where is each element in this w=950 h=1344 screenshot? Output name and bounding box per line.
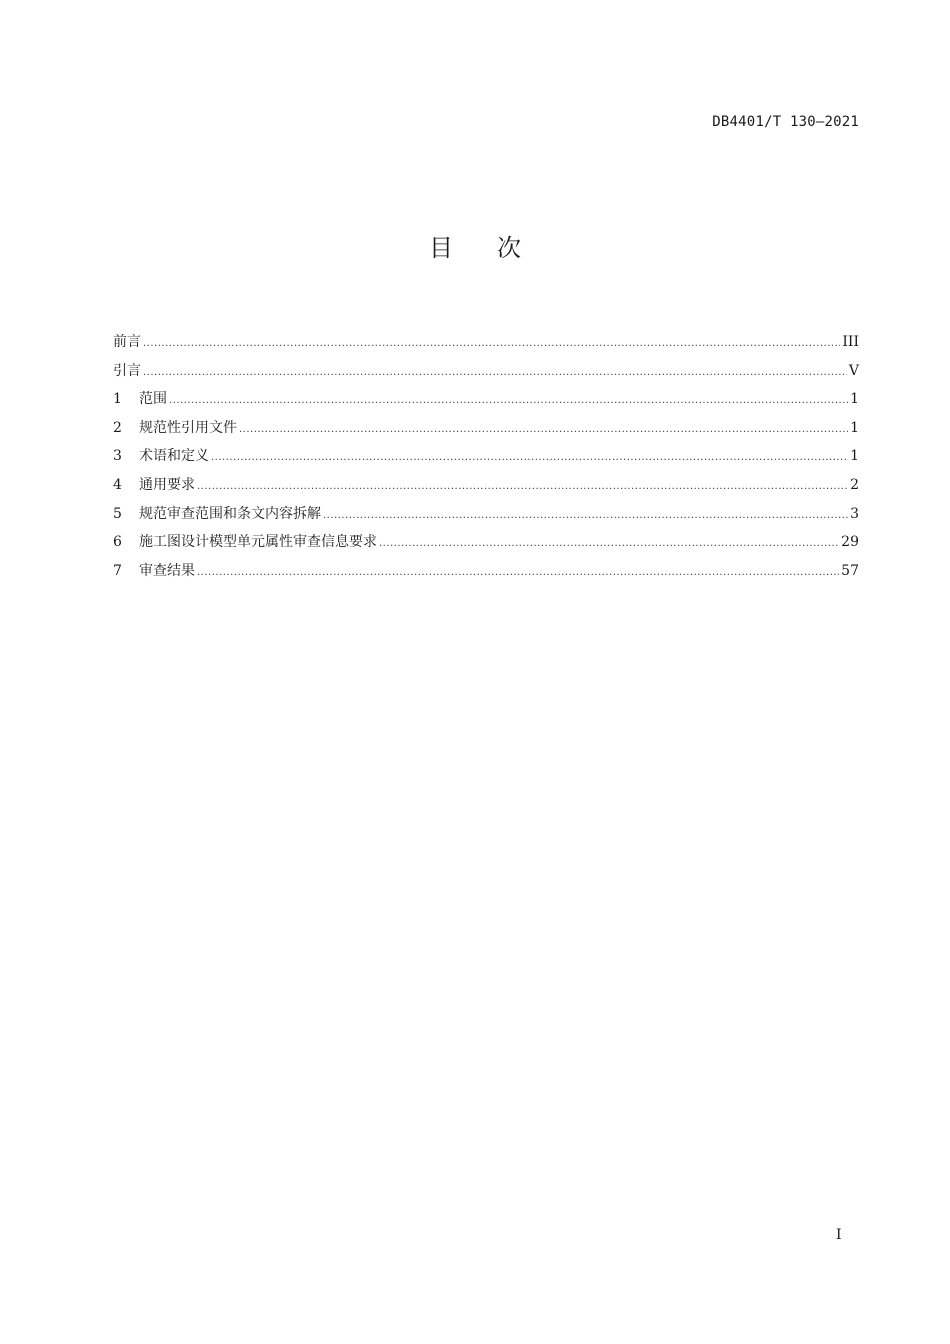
toc-entry-introduction[interactable] — [113, 357, 859, 386]
toc-entry-4[interactable] — [113, 471, 859, 500]
toc-entry-3[interactable] — [113, 442, 859, 471]
toc-entry-number: 4 — [113, 476, 122, 493]
toc-leader-dots — [143, 359, 847, 388]
toc-leader-dots — [197, 473, 848, 502]
toc-entry-number: 1 — [113, 391, 122, 408]
toc-entry-text: 范围 — [139, 391, 167, 408]
toc-leader-dots — [169, 387, 848, 416]
toc-entry-text: 术语和定义 — [139, 448, 209, 465]
toc-entry-number: 6 — [113, 534, 122, 551]
toc-entry-page: 1 — [850, 391, 859, 408]
toc-entry-number: 7 — [113, 562, 122, 579]
toc-entry-text: 审查结果 — [139, 562, 195, 579]
toc-entry-preface[interactable] — [113, 328, 859, 357]
toc-entry-5[interactable] — [113, 500, 859, 529]
toc-entry-text: 施工图设计模型单元属性审查信息要求 — [139, 534, 377, 551]
toc-entry-page: 3 — [850, 505, 859, 522]
page-number: I — [836, 1227, 842, 1243]
toc-leader-dots — [379, 530, 839, 559]
toc-title: 目次 — [429, 234, 565, 262]
toc-entry-page: III — [842, 334, 859, 350]
toc-entry-6[interactable] — [113, 528, 859, 557]
toc-leader-dots — [323, 502, 848, 531]
toc-entry-text: 规范性引用文件 — [139, 419, 237, 436]
toc-entry-page: 29 — [841, 534, 859, 551]
document-code: DB4401/T 130—2021 — [712, 114, 859, 130]
toc-entry-number: 2 — [113, 419, 122, 436]
toc-entry-page: 1 — [850, 448, 859, 465]
toc-entry-page: 57 — [841, 562, 859, 579]
toc-leader-dots — [239, 416, 848, 445]
toc-entry-text: 引言 — [113, 362, 141, 379]
toc-entry-page: V — [848, 362, 859, 379]
toc-entry-7[interactable] — [113, 557, 859, 586]
toc-leader-dots — [143, 330, 840, 359]
toc-entry-2[interactable] — [113, 414, 859, 443]
toc-entry-page: 2 — [850, 476, 859, 493]
toc-entry-text: 规范审查范围和条文内容拆解 — [139, 505, 321, 522]
toc-leader-dots — [211, 444, 848, 473]
toc-entry-text: 前言 — [113, 334, 141, 350]
toc-leader-dots — [197, 559, 839, 588]
toc-list — [113, 328, 859, 585]
toc-entry-text: 通用要求 — [139, 476, 195, 493]
toc-entry-1[interactable] — [113, 385, 859, 414]
toc-entry-number: 3 — [113, 448, 122, 465]
toc-entry-page: 1 — [850, 419, 859, 436]
toc-entry-number: 5 — [113, 505, 122, 522]
